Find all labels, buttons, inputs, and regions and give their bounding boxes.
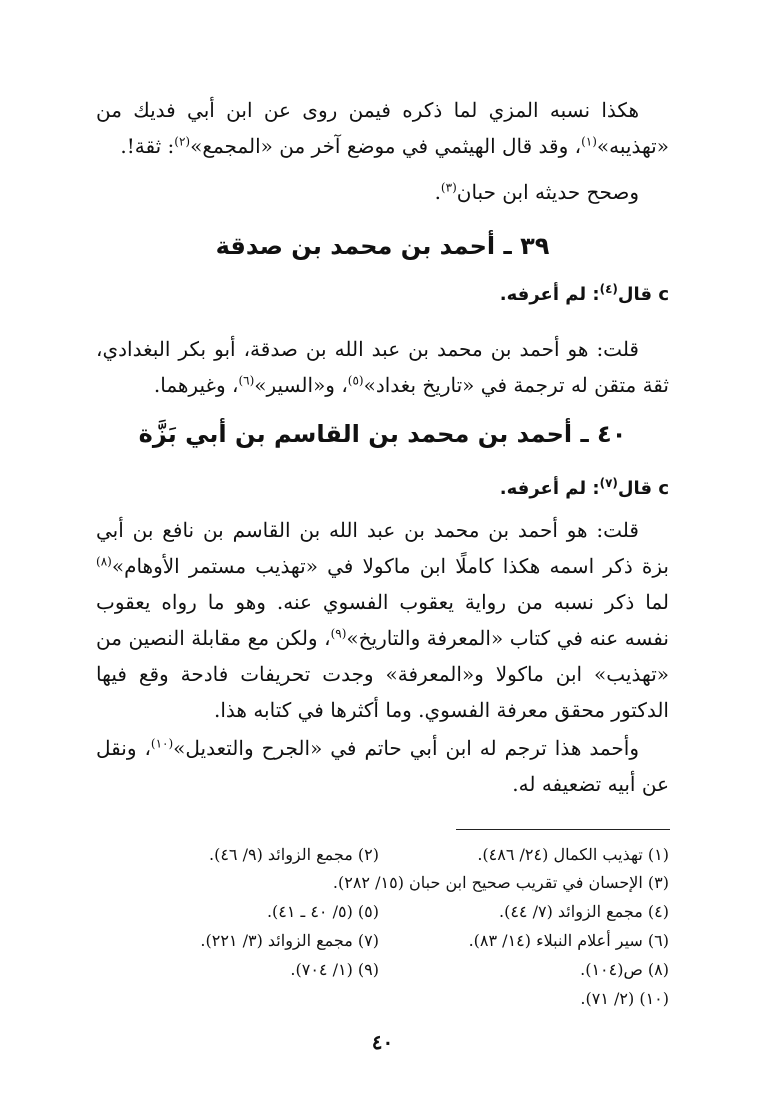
footnote-row xyxy=(96,928,669,954)
footnote-marker: (١) xyxy=(581,134,597,149)
footnote-marker: (٨) xyxy=(96,554,112,569)
text: قلت: هو أحمد بن محمد بن عبد الله بن القاسم بن نافع بن أبي بزة ذكر اسمه هكذا كاملًا ابن ماكولا في «تهذيب مستمر الأوهام» xyxy=(96,518,669,578)
text: c قال xyxy=(617,284,669,305)
footnote-marker: (٩) xyxy=(330,626,347,641)
qala-line-39 xyxy=(96,284,669,305)
footnote-row xyxy=(96,842,669,868)
footnote-6: (٦) سير أعلام النبلاء (١٤/ ٨٣). xyxy=(468,931,669,950)
footnote-marker: (٧) xyxy=(599,476,618,490)
footnote-marker: (٥) xyxy=(347,373,364,388)
qala-text xyxy=(96,478,669,499)
text: وصحح حديثه ابن حبان xyxy=(456,180,639,204)
page-number: ٤٠ xyxy=(371,1030,394,1054)
footnote-2: (٢) مجمع الزوائد (٩/ ٤٦). xyxy=(208,845,379,864)
text: ، وقد قال الهيثمي في موضع آخر من «المجمع» xyxy=(190,134,582,158)
text: : لم أعرفه. xyxy=(499,478,600,499)
paragraph-text xyxy=(96,512,669,728)
text: لما ذكر نسبه من رواية يعقوب الفسوي عنه. وهو ما رواه يعقوب نفسه عنه في كتاب «المعرفة والتاريخ» xyxy=(96,590,669,650)
footnote-marker: (٦) xyxy=(238,373,255,388)
footnote-row xyxy=(96,899,669,925)
text: وأحمد هذا ترجم له ابن أبي حاتم في «الجرح والتعديل» xyxy=(173,736,639,760)
footnote-7: (٧) مجمع الزوائد (٣/ ٢٢١). xyxy=(200,931,379,950)
footnote-marker: (٤) xyxy=(599,282,618,296)
text: قلت: هو أحمد بن محمد بن عبد الله بن صدقة، أبو بكر البغدادي، ثقة متقن له ترجمة في «تاريخ بغداد» xyxy=(96,337,669,397)
footnote-4: (٤) مجمع الزوائد (٧/ ٤٤). xyxy=(498,902,669,921)
footnote-10: (١٠) (٢/ ٧١). xyxy=(580,989,669,1008)
qala-text xyxy=(96,284,669,305)
paragraph-intro xyxy=(96,92,669,164)
paragraph-text xyxy=(96,331,669,403)
paragraph-jarh xyxy=(96,730,669,802)
paragraph-entry-39 xyxy=(96,331,669,403)
text: هكذا نسبه المزي لما ذكره فيمن روى عن ابن أبي فديك من «تهذيبه» xyxy=(96,98,669,158)
entry-heading-40 xyxy=(96,420,669,448)
paragraph-ibn-hibban xyxy=(96,174,669,210)
text: . xyxy=(434,180,441,204)
text: ، و«السير» xyxy=(254,373,348,397)
paragraph-entry-40 xyxy=(96,512,669,728)
text: : ثقة!. xyxy=(120,134,175,158)
footnote-9: (٩) (١/ ٧٠٤). xyxy=(290,960,379,979)
footnote-row xyxy=(96,986,669,1012)
paragraph-text xyxy=(96,730,669,802)
footnote-1: (١) تهذيب الكمال (٢٤/ ٤٨٦). xyxy=(477,845,669,864)
qala-line-40 xyxy=(96,478,669,499)
paragraph-text xyxy=(96,174,669,210)
heading-text: ٣٩ ـ أحمد بن محمد بن صدقة xyxy=(215,232,550,260)
text: ، ونقل عن أبيه تضعيفه له. xyxy=(96,736,669,796)
text: : لم أعرفه. xyxy=(499,284,600,305)
footnote-row xyxy=(96,957,669,983)
footnote-marker: (٣) xyxy=(440,180,457,195)
text: ، وغيرهما. xyxy=(153,373,239,397)
paragraph-text xyxy=(96,92,669,164)
footnote-5: (٥) (٥/ ٤٠ ـ ٤١). xyxy=(266,902,379,921)
text: ، ولكن مع مقابلة النصين من «تهذيب» ابن ماكولا و«المعرفة» وجدت تحريفات فادحة وقع فيها الدكتور محقق معرفة الفسوي. وما أكثرها في كتابه هذا. xyxy=(96,626,669,722)
text: c قال xyxy=(617,478,669,499)
entry-heading-39 xyxy=(96,232,669,260)
footnote-marker: (٢) xyxy=(174,134,191,149)
footnote-8: (٨) ص(١٠٤). xyxy=(580,960,669,979)
heading-text: ٤٠ ـ أحمد بن محمد بن القاسم بن أبي بَزَّة xyxy=(138,420,627,448)
footnote-row xyxy=(96,870,669,896)
footnote-divider xyxy=(456,829,670,830)
footnote-marker: (١٠) xyxy=(150,736,174,751)
footnote-3: (٣) الإحسان في تقريب صحيح ابن حبان (١٥/ ٢٨٢). xyxy=(332,873,669,892)
